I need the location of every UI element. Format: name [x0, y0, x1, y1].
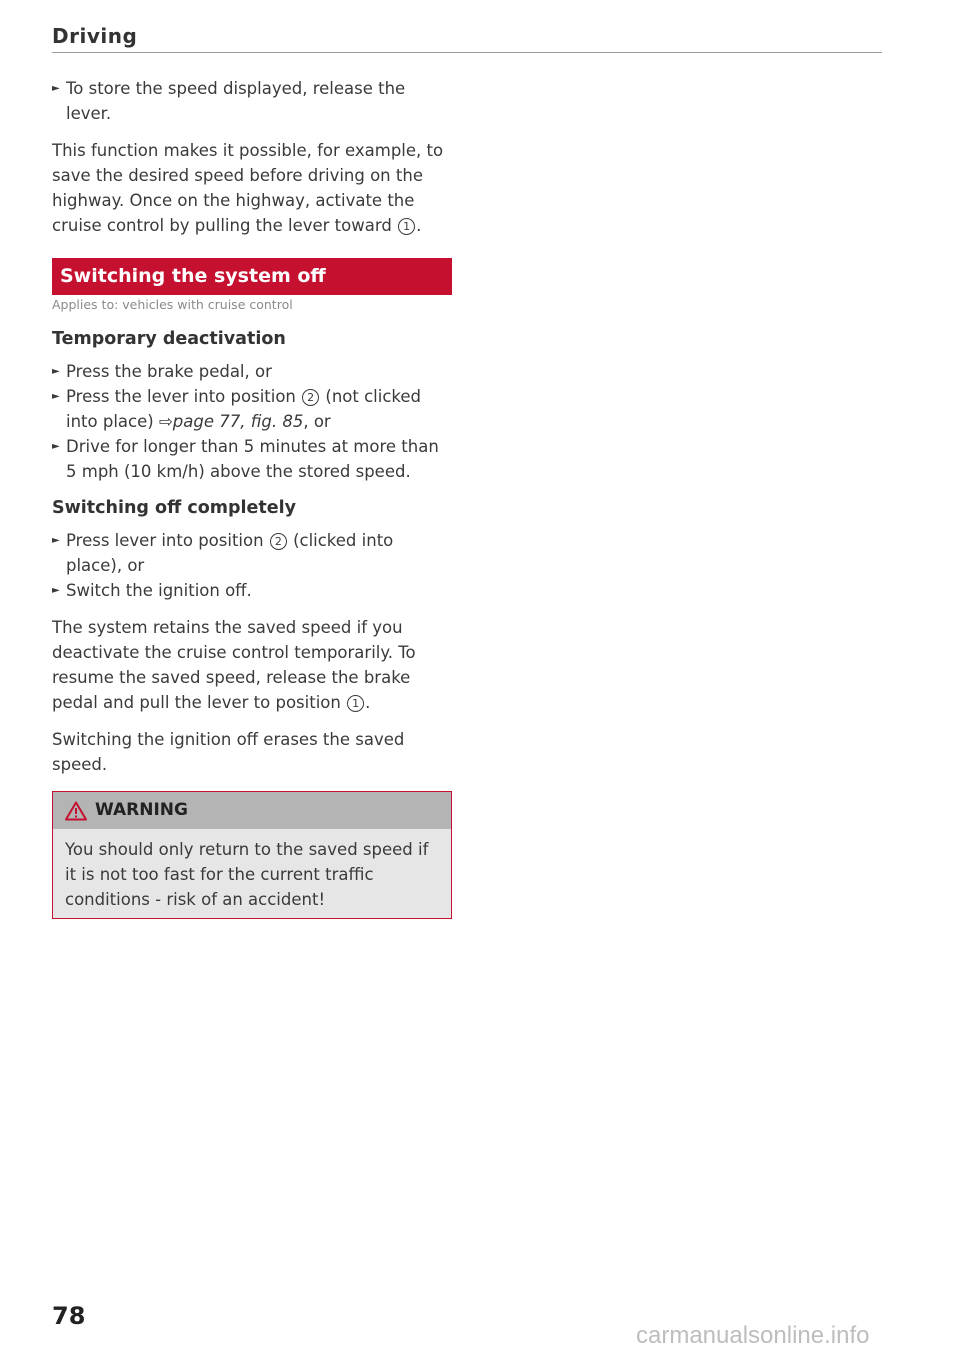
page-number: 78	[52, 1302, 86, 1330]
list-item: ► Press lever into position 2 (clicked into place), or	[52, 528, 452, 578]
switching-off-completely-heading: Switching off completely	[52, 498, 297, 518]
applies-to-note: Applies to: vehicles with cruise control	[52, 297, 293, 312]
bullet-arrow-icon: ►	[52, 441, 60, 452]
list-item: ► Press the brake pedal, or	[52, 359, 452, 384]
content-column	[52, 76, 452, 919]
bullet-arrow-icon: ►	[52, 585, 60, 596]
position-2-marker: 2	[270, 533, 287, 550]
section-title: Switching the system off	[52, 258, 452, 295]
temporary-steps	[52, 359, 452, 484]
position-2-marker: 2	[302, 389, 319, 406]
list-item: ► Drive for longer than 5 minutes at more than 5 mph (10 km/h) above the stored speed.	[52, 434, 452, 484]
list-item: ► Switch the ignition off.	[52, 578, 452, 603]
intro-paragraph: This function makes it possible, for example, to save the desired speed before driving on the highway. Once on the highway, activate the cruise control by pulling the lever toward 1 .	[52, 141, 444, 235]
list-item: ► Press the lever into position 2 (not clicked into place) ⇨page 77, fig. 85, or	[52, 384, 452, 434]
erase-paragraph: Switching the ignition off erases the saved speed.	[52, 730, 405, 774]
position-1-marker: 1	[398, 218, 415, 235]
bullet-arrow-icon: ►	[52, 535, 60, 546]
warning-box	[52, 791, 452, 919]
warning-title: WARNING	[95, 800, 188, 820]
retain-paragraph: The system retains the saved speed if you deactivate the cruise control temporarily. To resume the saved speed, release the brake pedal and pull the lever to position 1 .	[52, 618, 416, 712]
warning-triangle-icon	[65, 801, 87, 821]
warning-text: You should only return to the saved speed if it is not too fast for the current traffic conditions - risk of an accident!	[65, 840, 429, 909]
temporary-deactivation-heading: Temporary deactivation	[52, 329, 286, 349]
warning-header	[53, 792, 451, 829]
bullet-arrow-icon: ►	[52, 391, 60, 402]
list-item: ► To store the speed displayed, release the lever.	[52, 76, 452, 126]
position-1-marker: 1	[347, 695, 364, 712]
header-divider	[52, 52, 882, 53]
page-reference-link[interactable]: page 77, fig. 85	[172, 412, 304, 431]
complete-steps	[52, 528, 452, 603]
intro-steps	[52, 76, 452, 126]
bullet-arrow-icon: ►	[52, 366, 60, 377]
page-section-title: Driving	[52, 24, 138, 48]
bullet-arrow-icon: ►	[52, 83, 60, 94]
watermark: carmanualsonline.info	[636, 1322, 870, 1349]
cross-reference-arrow-icon: ⇨	[158, 412, 173, 431]
